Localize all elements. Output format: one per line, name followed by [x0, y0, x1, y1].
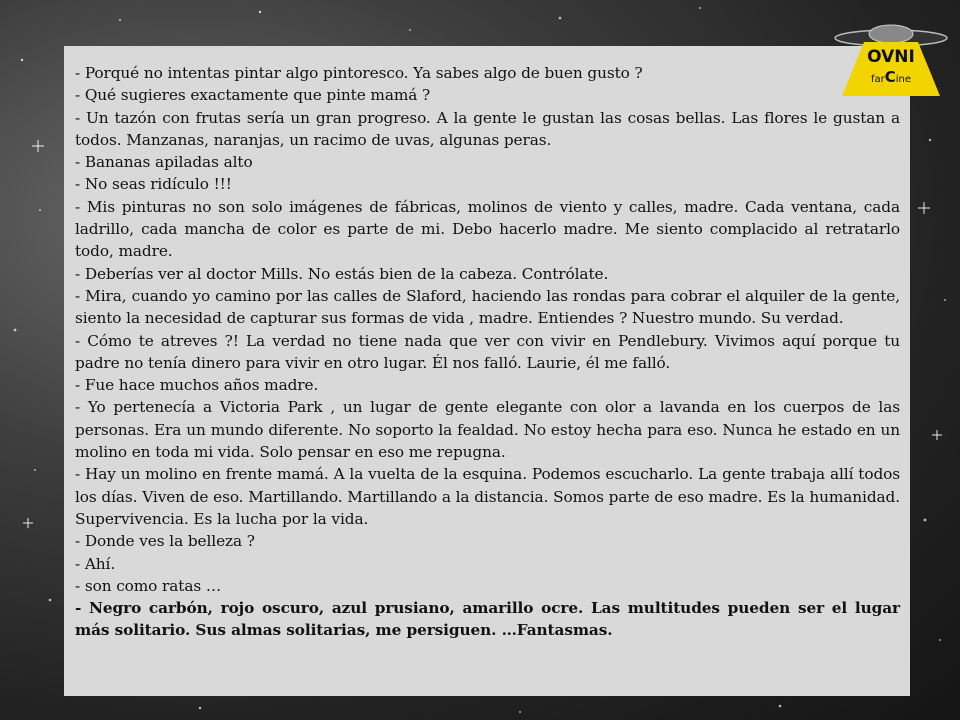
dialogue-line: - No seas ridículo !!! [75, 175, 232, 194]
dialogue-line: - Hay un molino en frente mamá. A la vuelta de la esquina. Podemos escucharlo. La gente trabaja allí todos los días. Viven de eso. Martillando. Martillando a la distancia. Somos parte de eso madre. Es la humanidad. Supervivencia. Es la lucha por la vida. [75, 465, 900, 528]
dialogue-line: - Cómo te atreves ?! La verdad no tiene nada que ver con vivir en Pendlebury. Vivimos aquí porque tu padre no tenía dinero para vivir en otro lugar. Él nos falló. Laurie, él me falló. [75, 331, 900, 372]
ovni-farcine-logo [832, 18, 950, 98]
dialogue-line: - Donde ves la belleza ? [75, 532, 255, 551]
dialogue-line: - Fue hace muchos años madre. [75, 376, 319, 395]
logo-far-text: far [870, 74, 885, 85]
dialogue-line: - Bananas apiladas alto [75, 153, 253, 172]
logo-c-text: C [884, 68, 896, 86]
dialogue-line: - Porqué no intentas pintar algo pintoresco. Ya sabes algo de buen gusto ? [75, 64, 643, 82]
dialogue-line: - Ahí. [75, 554, 116, 573]
dialogue-line: - Negro carbón, rojo oscuro, azul prusiano, amarillo ocre. Las multitudes pueden ser el lugar más solitario. Sus almas solitarias, me persiguen. …Fantasmas. [75, 599, 900, 640]
logo-ovni-text: OVNI [867, 47, 915, 67]
dialogue-line: - Mis pinturas no son solo imágenes de fábricas, molinos de viento y calles, madre. Cada ventana, cada ladrillo, cada mancha de color es parte de mi. Debo hacerlo madre. Me siento complacido al retratarlo todo, madre. [75, 197, 900, 261]
dialogue-line: - Mira, cuando yo camino por las calles de Slaford, haciendo las rondas para cobrar el alquiler de la gente, siento la necesidad de capturar sus formas de vida , madre. Entiendes ? Nuestro mundo. Su verdad. [75, 286, 900, 328]
dialogue-line: - Yo pertenecía a Victoria Park , un lugar de gente elegante con olor a lavanda en los cuerpos de las personas. Era un mundo diferente. No soporto la fealdad. No estoy hecha para eso. Nunca he estado en un molino en toda mi vida. Solo pensar en eso me repugna. [75, 398, 900, 462]
dialogue-line: - Qué sugieres exactamente que pinte mamá ? [75, 86, 431, 105]
dialogue-line: - Un tazón con frutas sería un gran progreso. A la gente le gustan las cosas bellas. Las flores le gustan a todos. Manzanas, naranjas, un racimo de uvas, algunas peras. [75, 108, 900, 149]
dialogue-line: - Deberías ver al doctor Mills. No estás bien de la cabeza. Contrólate. [75, 264, 609, 283]
dialogue-line: - son como ratas … [75, 576, 222, 595]
logo-ine-text: ine [895, 74, 912, 85]
dialogue-panel [64, 46, 910, 696]
